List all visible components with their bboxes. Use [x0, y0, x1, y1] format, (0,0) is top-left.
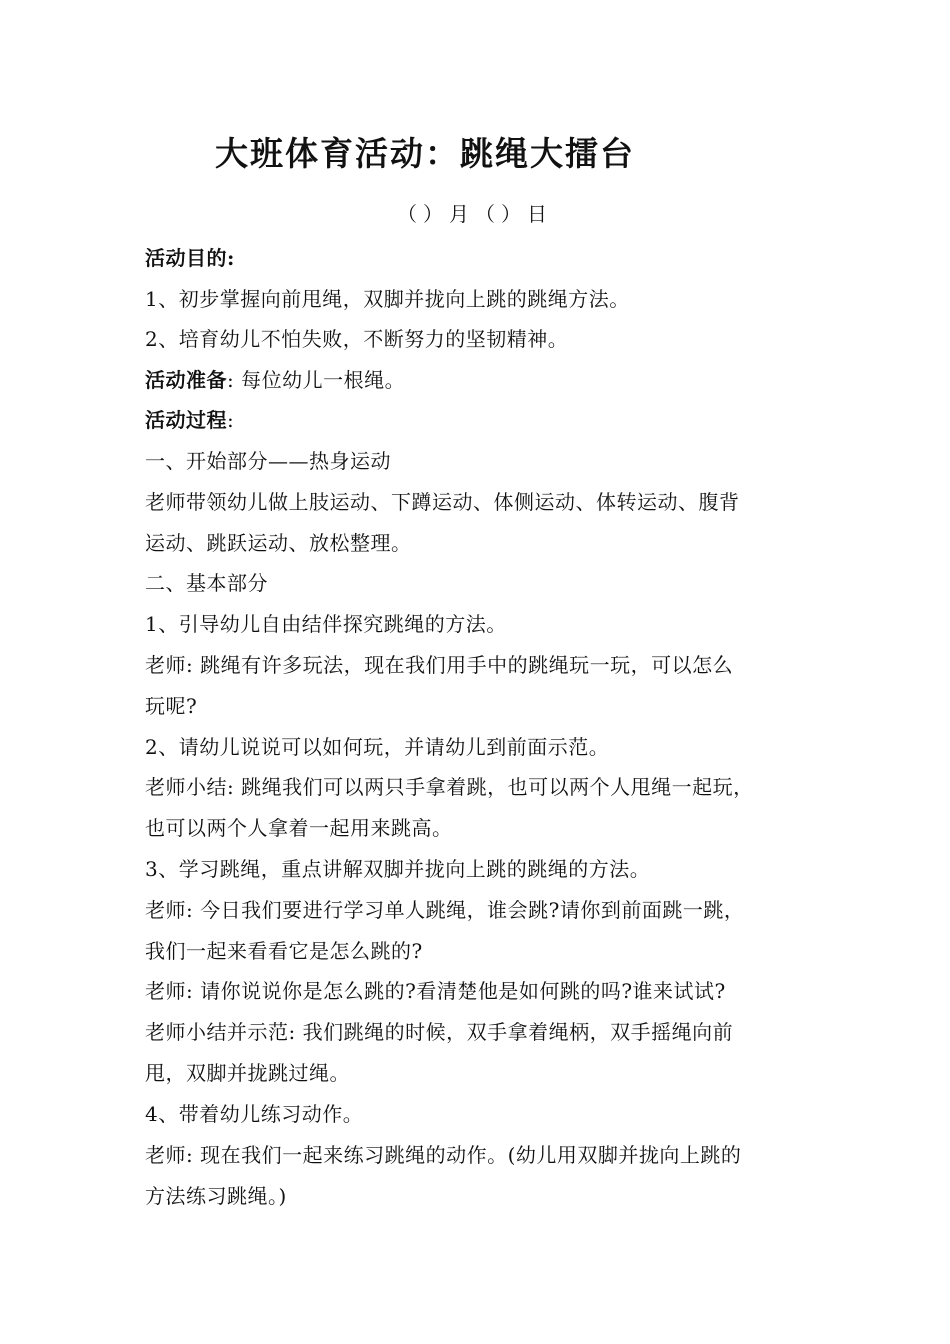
part1-title: 一、开始部分——热身运动 [145, 449, 391, 473]
part2-title: 二、基本部分 [145, 571, 268, 595]
step3: 3、学习跳绳，重点讲解双脚并拢向上跳的跳绳的方法。 [145, 857, 651, 881]
step2: 2、请幼儿说说可以如何玩，并请幼儿到前面示范。 [145, 735, 610, 759]
process-line [145, 404, 234, 433]
step2-summary-a: 老师小结: 跳绳我们可以两只手拿着跳，也可以两个人甩绳一起玩， [145, 775, 754, 799]
step4: 4、带着幼儿练习动作。 [145, 1102, 364, 1126]
step1-teacher-a: 老师: 跳绳有许多玩法，现在我们用手中的跳绳玩一玩，可以怎么 [145, 653, 734, 677]
step4-teacher-b: 方法练习跳绳。) [145, 1184, 287, 1208]
process-colon: : [227, 408, 235, 432]
prep-text: : 每位幼儿一根绳。 [227, 368, 406, 392]
step2-summary-b: 也可以两个人拿着一起用来跳高。 [145, 816, 453, 840]
step1-teacher-b: 玩呢? [145, 694, 198, 718]
part1-text-a: 老师带领幼儿做上肢运动、下蹲运动、体侧运动、体转运动、腹背 [145, 490, 740, 514]
goal-heading: 活动目的: [145, 246, 235, 270]
goal-item-1: 1、初步掌握向前甩绳，双脚并拢向上跳的跳绳方法。 [145, 287, 630, 311]
step3-teacher-a: 老师: 今日我们要进行学习单人跳绳，谁会跳?请你到前面跳一跳， [145, 898, 745, 922]
step1: 1、引导幼儿自由结伴探究跳绳的方法。 [145, 612, 507, 636]
step3-teacher-c: 老师: 请你说说你是怎么跳的?看清楚他是如何跳的吗?谁来试试? [145, 979, 726, 1003]
goal-item-2: 2、培育幼儿不怕失败，不断努力的坚韧精神。 [145, 327, 569, 351]
date-line: （）月（）日 [397, 202, 553, 226]
step3-teacher-b: 我们一起来看看它是怎么跳的? [145, 939, 423, 963]
step3-summary-b: 甩，双脚并拢跳过绳。 [145, 1061, 350, 1085]
prep-line [145, 364, 405, 393]
prep-heading: 活动准备 [145, 368, 227, 392]
step3-summary-a: 老师小结并示范: 我们跳绳的时候，双手拿着绳柄，双手摇绳向前 [145, 1020, 734, 1044]
document-title: 大班体育活动：跳绳大擂台 [215, 134, 635, 173]
step4-teacher-a: 老师: 现在我们一起来练习跳绳的动作。(幼儿用双脚并拢向上跳的 [145, 1143, 742, 1167]
part1-text-b: 运动、跳跃运动、放松整理。 [145, 531, 412, 555]
process-heading: 活动过程 [145, 408, 227, 432]
